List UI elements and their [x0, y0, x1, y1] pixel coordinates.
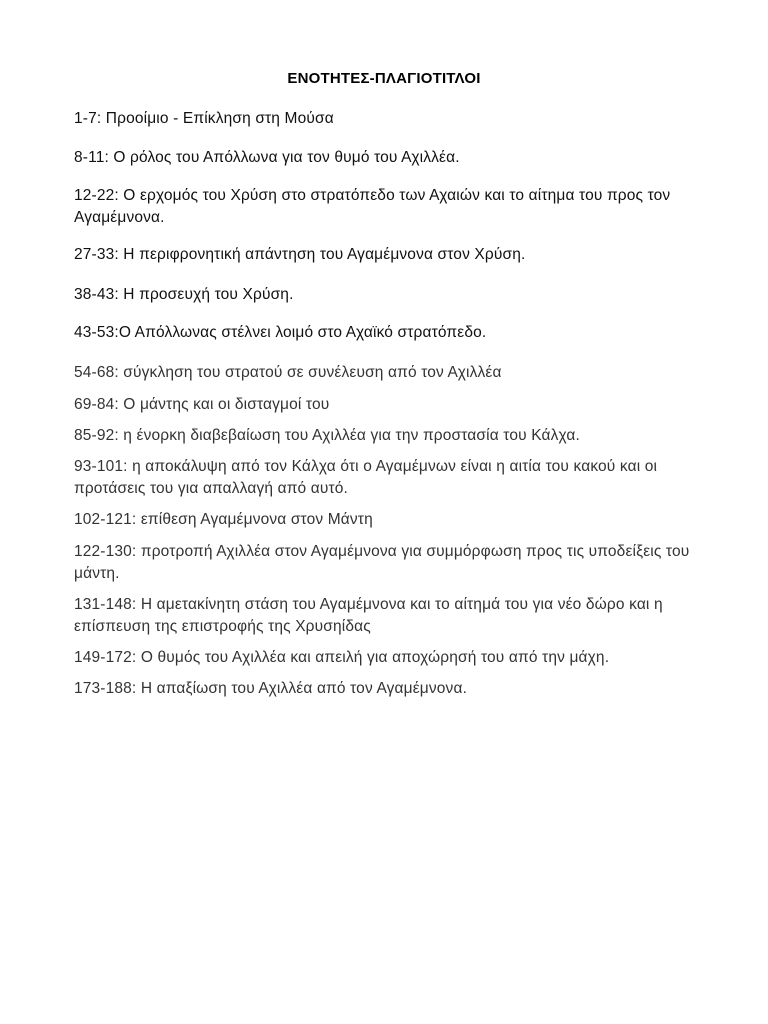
- entry-173-188: 173-188: Η απαξίωση του Αχιλλέα από τον Αγαμέμνονα.: [74, 680, 468, 697]
- entry-122-130: 122-130: προτροπή Αχιλλέα στον Αγαμέμνονα για συμμόρφωση προς τις υποδείξεις του μάντη.: [74, 543, 690, 582]
- entry-43-53: 43-53:Ο Απόλλωνας στέλνει λοιμό στο Αχαϊκό στρατόπεδο.: [74, 324, 487, 341]
- entry-102-121: 102-121: επίθεση Αγαμέμνονα στον Μάντη: [74, 511, 373, 528]
- entry-1-7: 1-7: Προοίμιο - Επίκληση στη Μούσα: [74, 110, 334, 127]
- entry-149-172: 149-172: Ο θυμός του Αχιλλέα και απειλή για αποχώρησή του από την μάχη.: [74, 649, 610, 666]
- entry-93-101: 93-101: η αποκάλυψη από τον Κάλχα ότι ο Αγαμέμνων είναι η αιτία του κακού και οι προτάσεις του για απαλλαγή από αυτό.: [74, 458, 658, 497]
- entry-69-84: 69-84: Ο μάντης και οι δισταγμοί του: [74, 396, 330, 413]
- entry-85-92: 85-92: η ένορκη διαβεβαίωση του Αχιλλέα για την προστασία του Κάλχα.: [74, 427, 580, 444]
- entry-38-43: 38-43: Η προσευχή του Χρύση.: [74, 286, 294, 303]
- entry-131-148: 131-148: Η αμετακίνητη στάση του Αγαμέμνονα και το αίτημά του για νέο δώρο και η επίσπευση της επιστροφής της Χρυσηίδας: [74, 596, 663, 635]
- document-title: ΕΝΟΤΗΤΕΣ-ΠΛΑΓΙΟΤΙΤΛΟΙ: [287, 70, 481, 87]
- entry-8-11: 8-11: Ο ρόλος του Απόλλωνα για τον θυμό του Αχιλλέα.: [74, 149, 460, 166]
- entry-27-33: 27-33: Η περιφρονητική απάντηση του Αγαμέμνονα στον Χρύση.: [74, 246, 526, 263]
- entry-12-22: 12-22: Ο ερχομός του Χρύση στο στρατόπεδο των Αχαιών και το αίτημα του προς τον Αγαμέμνονα.: [74, 187, 671, 226]
- entry-54-68: 54-68: σύγκληση του στρατού σε συνέλευση από τον Αχιλλέα: [74, 364, 502, 381]
